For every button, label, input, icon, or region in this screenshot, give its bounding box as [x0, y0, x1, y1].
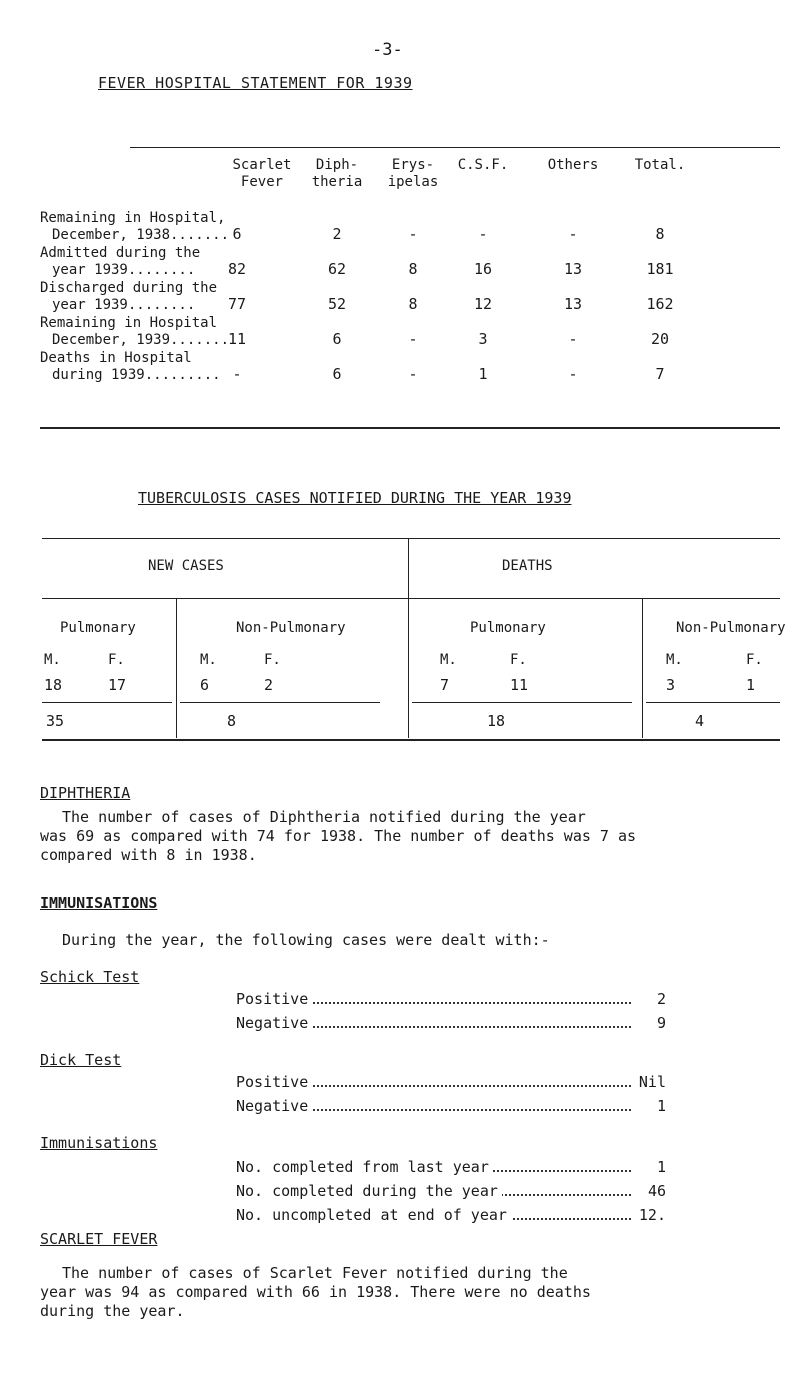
immunisations.schick-item-value: 9 — [653, 1014, 666, 1032]
fever-cell: 16 — [473, 260, 493, 278]
fever-cell: 1 — [478, 365, 488, 383]
fever-table-top-rule — [130, 147, 780, 148]
fever-cell: 7 — [655, 365, 665, 383]
fever-cell: - — [568, 330, 578, 348]
tb-female-count: 1 — [746, 676, 756, 694]
tb-total: 8 — [227, 712, 237, 730]
tb-subhead: Pulmonary — [470, 620, 546, 636]
fever-col-header: Scarlet Fever — [232, 157, 292, 190]
scarlet-fever-heading: SCARLET FEVER — [40, 1230, 158, 1248]
fever-cell: 8 — [655, 225, 665, 243]
tb-female-label: F. — [108, 652, 125, 668]
fever-row-label-line2: during 1939......... — [52, 367, 221, 383]
fever-row-label-line2: December, 1938....... — [52, 227, 230, 243]
fever-cell: 12 — [473, 295, 493, 313]
fever-col-header: Others — [547, 157, 599, 173]
fever-col-header: C.S.F. — [457, 157, 509, 173]
diphtheria-line-2: was 69 as compared with 74 for 1938. The number of deaths was 7 as — [40, 827, 637, 845]
tb-bottom-rule — [42, 739, 780, 741]
fever-cell: 8 — [408, 260, 418, 278]
tb-mid-rule — [42, 598, 780, 599]
fever-cell: 6 — [332, 365, 342, 383]
fever-cell: 181 — [646, 260, 674, 278]
fever-cell: 162 — [646, 295, 674, 313]
diphtheria-line-3: compared with 8 in 1938. — [40, 846, 257, 864]
tb-male-count: 3 — [666, 676, 676, 694]
immunisations.imm-item-value: 1 — [653, 1158, 666, 1176]
tb-male-count: 6 — [200, 676, 210, 694]
immunisations.dick-item-label: Positive — [236, 1073, 312, 1091]
immunisations-subheading: Immunisations — [40, 1134, 158, 1152]
fever-row-label-line2: year 1939........ — [52, 262, 196, 278]
fever-cell: 2 — [332, 225, 342, 243]
tb-female-label: F. — [264, 652, 281, 668]
fever-cell: 52 — [327, 295, 347, 313]
fever-cell: - — [232, 365, 242, 383]
tb-total: 35 — [46, 712, 65, 730]
fever-cell: 13 — [563, 295, 583, 313]
fever-hospital-title: FEVER HOSPITAL STATEMENT FOR 1939 — [98, 74, 413, 92]
tb-male-label: M. — [666, 652, 683, 668]
tb-female-count: 11 — [510, 676, 529, 694]
fever-row-label-line1: Discharged during the — [40, 280, 218, 296]
tb-subhead: Non-Pulmonary — [236, 620, 346, 636]
page-number: -3- — [372, 40, 403, 60]
fever-cell: 8 — [408, 295, 418, 313]
tb-new-cases-heading: NEW CASES — [148, 558, 224, 574]
tb-male-label: M. — [44, 652, 61, 668]
fever-cell: 13 — [563, 260, 583, 278]
tb-divider-main — [408, 538, 409, 738]
tb-total-rule-2 — [180, 702, 380, 703]
tb-female-label: F. — [746, 652, 763, 668]
fever-row-label-line2: December, 1939....... — [52, 332, 230, 348]
fever-row-label-line1: Deaths in Hospital — [40, 350, 192, 366]
fever-cell: - — [408, 225, 418, 243]
fever-cell: 82 — [227, 260, 247, 278]
tb-divider-left — [176, 598, 177, 738]
immunisations.imm-item-label: No. uncompleted at end of year — [236, 1206, 511, 1224]
tb-top-rule — [42, 538, 780, 539]
fever-cell: - — [408, 365, 418, 383]
immunisations.schick-item-value: 2 — [653, 990, 666, 1008]
scarlet-line-1: The number of cases of Scarlet Fever notified during the — [62, 1264, 568, 1282]
tb-female-count: 2 — [264, 676, 274, 694]
immunisations-intro: During the year, the following cases were dealt with:- — [62, 931, 550, 949]
tb-male-label: M. — [440, 652, 457, 668]
tb-title: TUBERCULOSIS CASES NOTIFIED DURING THE YEAR 1939 — [138, 489, 572, 507]
tb-male-count: 7 — [440, 676, 450, 694]
immunisations-heading: IMMUNISATIONS — [40, 894, 158, 912]
tb-male-count: 18 — [44, 676, 63, 694]
fever-cell: - — [408, 330, 418, 348]
tb-deaths-heading: DEATHS — [502, 558, 553, 574]
immunisations.dick-item-value: 1 — [653, 1097, 666, 1115]
fever-row-label-line1: Remaining in Hospital, — [40, 210, 226, 226]
tb-subhead: Pulmonary — [60, 620, 136, 636]
immunisations.imm-item-value: 12. — [635, 1206, 666, 1224]
tb-divider-right — [642, 598, 643, 738]
immunisations.imm-item-label: No. completed during the year — [236, 1182, 502, 1200]
fever-row-label-line1: Admitted during the — [40, 245, 201, 261]
tb-female-count: 17 — [108, 676, 127, 694]
scarlet-line-3: during the year. — [40, 1302, 185, 1320]
tb-total: 4 — [695, 712, 705, 730]
immunisations.imm-item-value: 46 — [644, 1182, 666, 1200]
diphtheria-line-1: The number of cases of Diphtheria notified during the year — [62, 808, 586, 826]
tb-total-rule-1 — [42, 702, 172, 703]
fever-col-header: Diph- theria — [311, 157, 363, 190]
tb-total-rule-4 — [646, 702, 780, 703]
fever-col-header: Erys- ipelas — [387, 157, 439, 190]
immunisations.imm-item-label: No. completed from last year — [236, 1158, 493, 1176]
tb-male-label: M. — [200, 652, 217, 668]
fever-col-header: Total. — [634, 157, 686, 173]
immunisations.dick-item-value: Nil — [635, 1073, 666, 1091]
fever-row-label-line1: Remaining in Hospital — [40, 315, 218, 331]
tb-total: 18 — [487, 712, 506, 730]
fever-cell: - — [568, 365, 578, 383]
schick-test-heading: Schick Test — [40, 968, 140, 986]
fever-cell: 20 — [650, 330, 670, 348]
fever-cell: 6 — [232, 225, 242, 243]
immunisations.schick-item-label: Negative — [236, 1014, 312, 1032]
dick-test-heading: Dick Test — [40, 1051, 122, 1069]
tb-subhead: Non-Pulmonary — [676, 620, 786, 636]
diphtheria-heading: DIPHTHERIA — [40, 784, 131, 802]
fever-cell: - — [568, 225, 578, 243]
fever-table-bottom-rule — [40, 427, 780, 429]
fever-cell: 3 — [478, 330, 488, 348]
fever-cell: 77 — [227, 295, 247, 313]
immunisations.dick-item-label: Negative — [236, 1097, 312, 1115]
fever-cell: 11 — [227, 330, 247, 348]
scarlet-line-2: year was 94 as compared with 66 in 1938. There were no deaths — [40, 1283, 591, 1301]
fever-cell: 62 — [327, 260, 347, 278]
tb-total-rule-3 — [412, 702, 632, 703]
fever-row-label-line2: year 1939........ — [52, 297, 196, 313]
fever-cell: 6 — [332, 330, 342, 348]
tb-female-label: F. — [510, 652, 527, 668]
fever-cell: - — [478, 225, 488, 243]
immunisations.schick-item-label: Positive — [236, 990, 312, 1008]
